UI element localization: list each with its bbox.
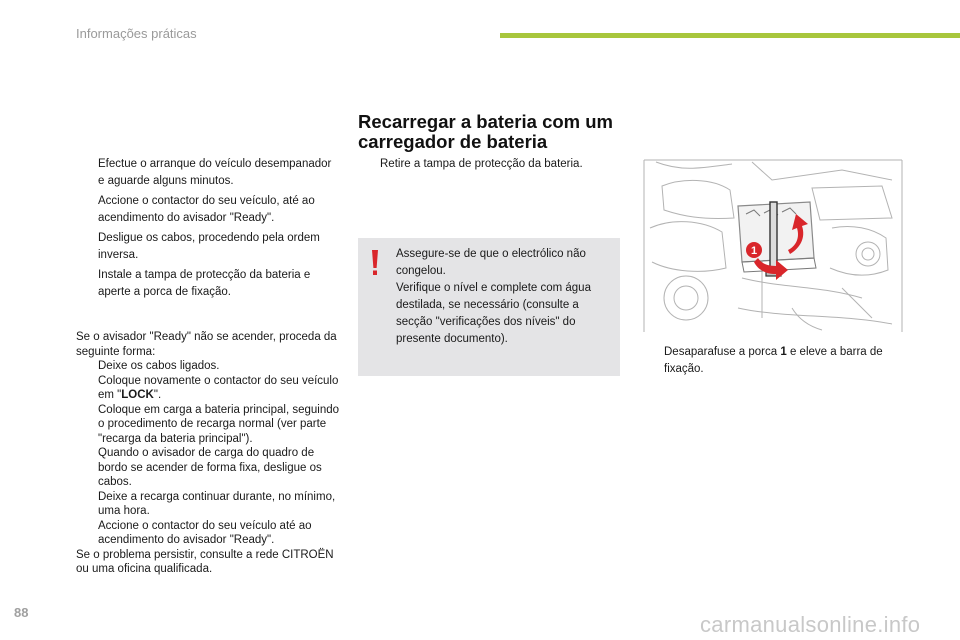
header-accent-bar xyxy=(500,33,960,38)
header-title: Informações práticas xyxy=(76,26,197,41)
list-item xyxy=(642,344,912,381)
list-item xyxy=(76,193,338,227)
intro-text: Se o avisador "Ready" não se acender, proceda da seguinte forma: xyxy=(76,331,337,358)
list-item-text: Accione o contactor do seu veículo até ao acendimento do avisador "Ready". xyxy=(98,519,312,546)
list-item xyxy=(358,156,628,176)
lock-keyword: LOCK xyxy=(121,389,154,401)
list-item-text-end: e eleve a barra de fixação. xyxy=(664,346,883,375)
list-item-text-end: ". xyxy=(153,389,162,401)
list-item-text: Desligue os cabos, procedendo pela ordem inversa. xyxy=(98,232,320,261)
ready-troubleshooting xyxy=(76,330,341,577)
list-item xyxy=(76,230,338,264)
section-title: Recarregar a bateria com um carregador de bateria xyxy=(358,111,614,152)
list-item-text: Efectue o arranque do veículo desempanador e aguarde alguns minutos. xyxy=(98,158,332,187)
list-item-text: Quando o avisador de carga do quadro de bordo se acender de forma fixa, desligue os cabos. xyxy=(98,447,322,488)
list-item-text: Coloque novamente o contactor do seu veículo em " xyxy=(98,374,339,401)
list-item-text: Deixe a recarga continuar durante, no mínimo, uma hora. xyxy=(98,490,336,517)
left-column-list xyxy=(76,156,338,304)
list-item-text: Retire a tampa de protecção da bateria. xyxy=(380,158,583,170)
nut-number: 1 xyxy=(780,346,787,358)
exclamation-icon xyxy=(370,250,380,276)
list-item-text: Accione o contactor do seu veículo, até ao acendimento do avisador "Ready". xyxy=(98,195,315,224)
list-item-text: Instale a tampa de protecção da bateria e aperte a porca de fixação. xyxy=(98,269,311,298)
figure-label: 1 xyxy=(750,245,758,257)
list-item xyxy=(76,374,341,403)
list-item xyxy=(76,156,338,190)
warning-text xyxy=(396,246,610,348)
list-item xyxy=(76,403,341,447)
list-item xyxy=(76,446,341,490)
warning-box xyxy=(358,238,620,376)
warning-line: Assegure-se de que o electrólico não congelou. xyxy=(396,248,586,277)
list-item xyxy=(76,267,338,301)
list-item-text: Coloque em carga a bateria principal, seguindo o procedimento de recarga normal (ver parte "recarga da bateria principal"). xyxy=(98,403,340,445)
watermark: carmanualsonline.info xyxy=(700,612,921,637)
list-item xyxy=(76,490,341,519)
list-item xyxy=(76,519,341,548)
battery-illustration xyxy=(642,158,904,334)
warning-line: Verifique o nível e complete com água destilada, se necessário (consulte a secção "verificações dos níveis" do presente documento). xyxy=(396,282,591,345)
page-number: 88 xyxy=(14,605,29,620)
list-item xyxy=(76,359,341,374)
list-item-text: Deixe os cabos ligados. xyxy=(98,360,220,372)
outro-text: Se o problema persistir, consulte a rede CITROËN ou uma oficina qualificada. xyxy=(76,548,334,575)
list-item-text: Desaparafuse a porca xyxy=(664,346,781,358)
